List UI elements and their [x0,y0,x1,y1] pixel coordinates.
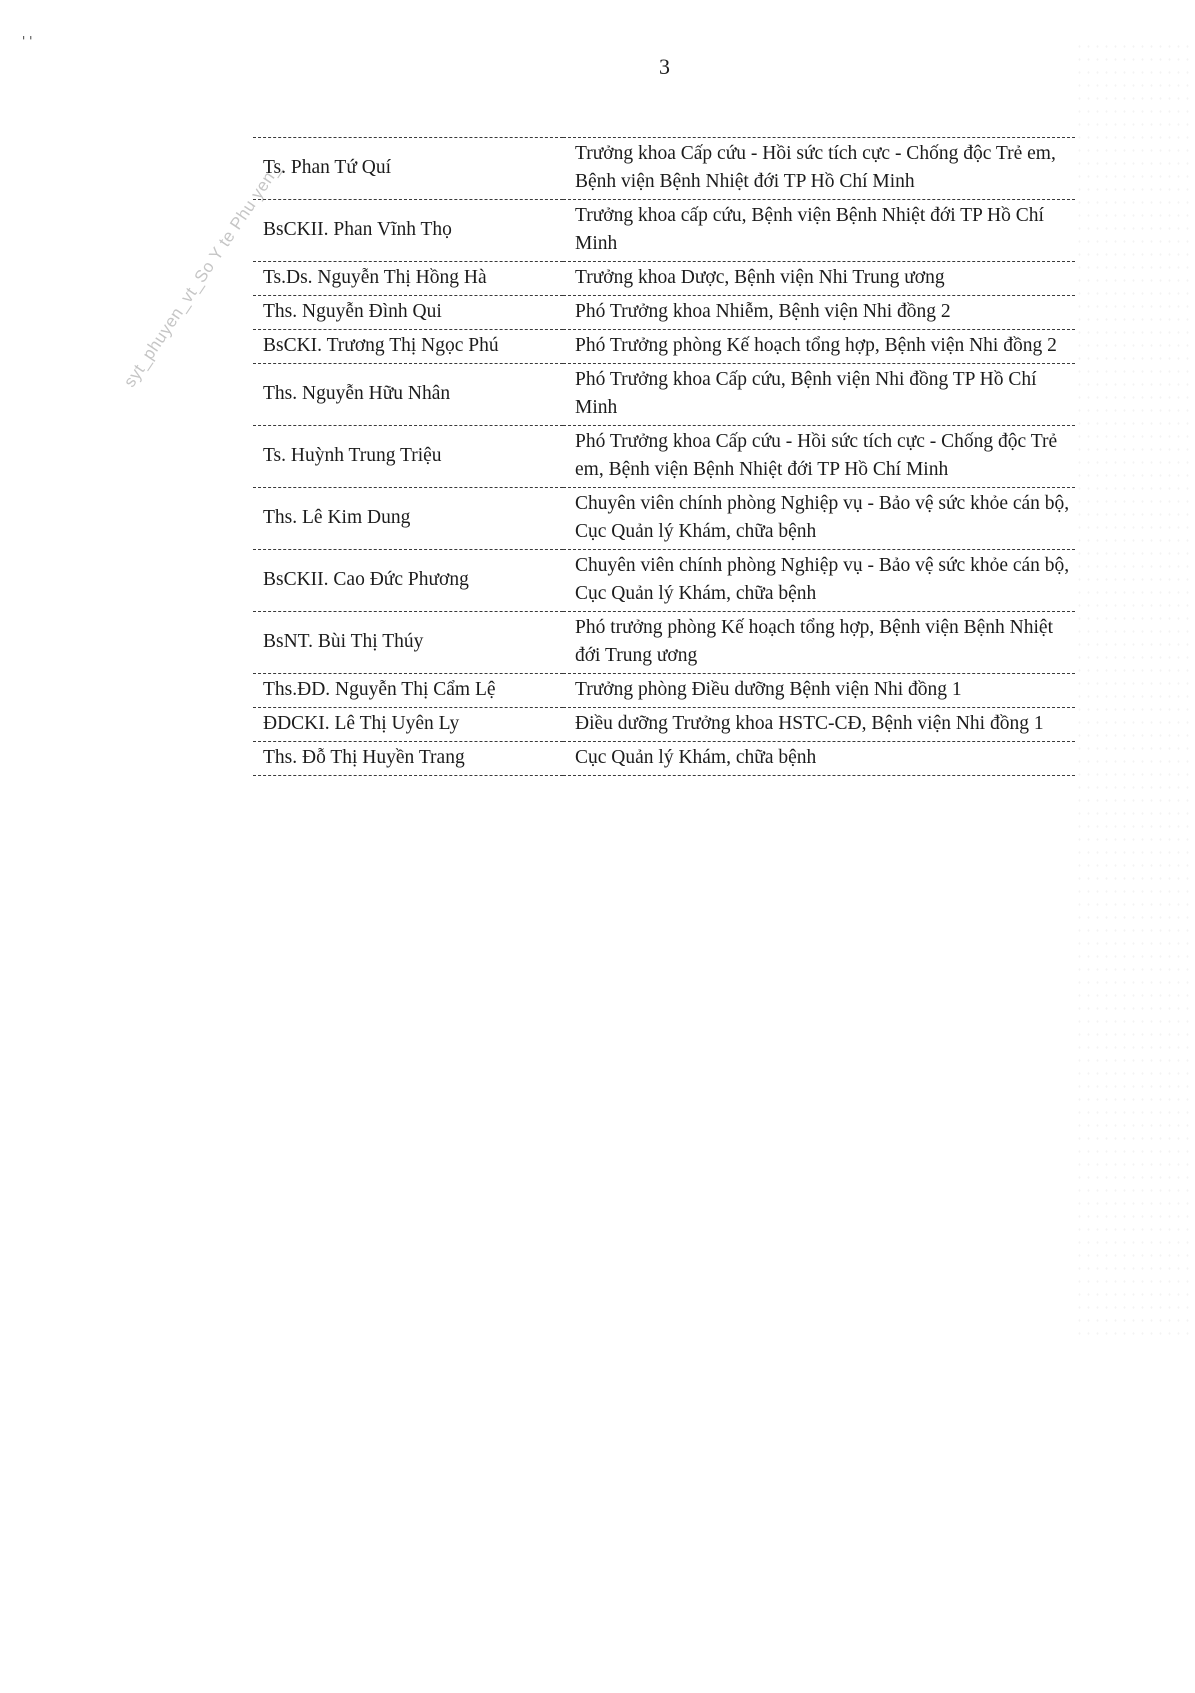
member-name: BsCKI. Trương Thị Ngọc Phú [253,330,563,364]
table-row [253,426,1075,488]
member-role: Trưởng phòng Điều dưỡng Bệnh viện Nhi đồng 1 [563,674,1075,708]
member-name: BsNT. Bùi Thị Thúy [253,612,563,674]
table-row [253,674,1075,708]
table-row [253,612,1075,674]
member-name: Ts.Ds. Nguyễn Thị Hồng Hà [253,262,563,296]
table-row [253,364,1075,426]
table-row [253,488,1075,550]
table-row [253,262,1075,296]
member-role: Phó Trưởng khoa Nhiễm, Bệnh viện Nhi đồng 2 [563,296,1075,330]
member-role: Trưởng khoa Cấp cứu - Hồi sức tích cực - Chống độc Trẻ em, Bệnh viện Bệnh Nhiệt đới TP Hồ Chí Minh [563,138,1075,200]
member-name: BsCKII. Phan Vĩnh Thọ [253,200,563,262]
table-row [253,708,1075,742]
member-role: Phó Trưởng khoa Cấp cứu, Bệnh viện Nhi đồng TP Hồ Chí Minh [563,364,1075,426]
members-table-body [253,138,1075,776]
member-name: BsCKII. Cao Đức Phương [253,550,563,612]
member-role: Điều dưỡng Trưởng khoa HSTC-CĐ, Bệnh viện Nhi đồng 1 [563,708,1075,742]
member-name: Ths.ĐD. Nguyễn Thị Cẩm Lệ [253,674,563,708]
member-name: Ths. Lê Kim Dung [253,488,563,550]
member-role: Phó trưởng phòng Kế hoạch tổng hợp, Bệnh viện Bệnh Nhiệt đới Trung ương [563,612,1075,674]
members-table [253,137,1075,776]
member-name: Ths. Đỗ Thị Huyền Trang [253,742,563,776]
watermark: syt_phuyen_vt_So Y te Phu yen_ [120,159,285,391]
member-role: Trưởng khoa Dược, Bệnh viện Nhi Trung ương [563,262,1075,296]
member-name: Ts. Huỳnh Trung Triệu [253,426,563,488]
member-name: Ths. Nguyễn Đình Qui [253,296,563,330]
member-role: Cục Quản lý Khám, chữa bệnh [563,742,1075,776]
scan-corner-mark: ' ' [22,34,33,48]
table-row [253,138,1075,200]
table-row [253,550,1075,612]
table-row [253,200,1075,262]
member-name: ĐDCKI. Lê Thị Uyên Ly [253,708,563,742]
member-role: Trưởng khoa cấp cứu, Bệnh viện Bệnh Nhiệt đới TP Hồ Chí Minh [563,200,1075,262]
page-number: 3 [659,54,670,79]
table-row [253,296,1075,330]
table-row [253,330,1075,364]
member-role: Phó Trưởng khoa Cấp cứu - Hồi sức tích cực - Chống độc Trẻ em, Bệnh viện Bệnh Nhiệt đới TP Hồ Chí Minh [563,426,1075,488]
scan-edge-noise [1075,40,1195,1340]
member-name: Ths. Nguyễn Hữu Nhân [253,364,563,426]
table-row [253,742,1075,776]
member-role: Chuyên viên chính phòng Nghiệp vụ - Bảo vệ sức khỏe cán bộ, Cục Quản lý Khám, chữa bệnh [563,488,1075,550]
members-table-container [253,137,1075,776]
member-role: Phó Trưởng phòng Kế hoạch tổng hợp, Bệnh viện Nhi đồng 2 [563,330,1075,364]
member-role: Chuyên viên chính phòng Nghiệp vụ - Bảo vệ sức khỏe cán bộ, Cục Quản lý Khám, chữa bệnh [563,550,1075,612]
member-name: Ts. Phan Tứ Quí [253,138,563,200]
